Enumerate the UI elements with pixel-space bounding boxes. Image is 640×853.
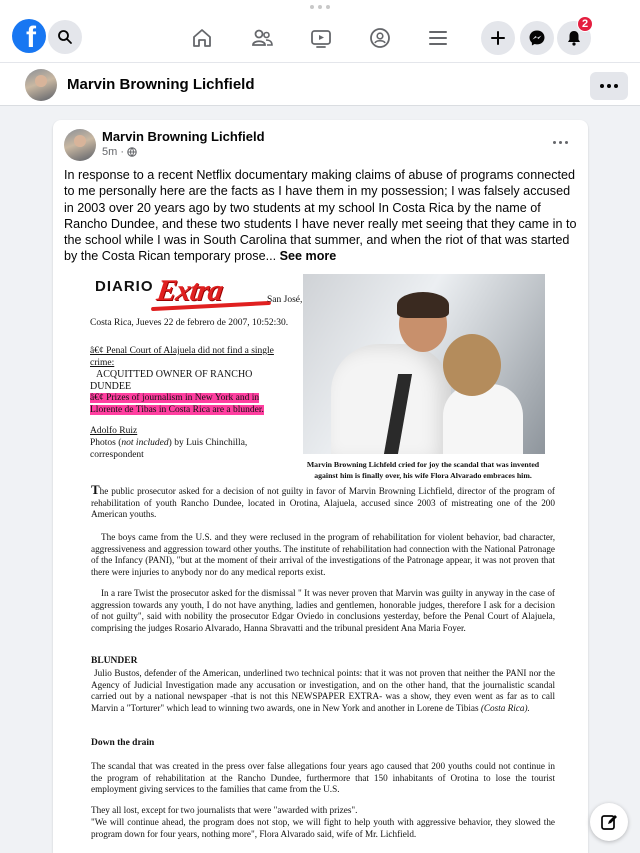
post-author-avatar[interactable] (64, 129, 96, 161)
article-paragraph-1 (91, 484, 555, 521)
paragraph-1-text: he public prosecutor asked for a decision of not guilty in favor of Marvin Browning Lichfield, director of the program of rehabilitation of youth Rancho Dundee, located in Orotina, Alajuela, accused since 2003 of mistreating one of the 200 American youths. (91, 486, 555, 520)
article-role: correspondent (90, 450, 144, 460)
profile-name[interactable]: Marvin Browning Lichfield (67, 76, 255, 93)
window-grabber[interactable] (310, 5, 330, 9)
article-image[interactable] (53, 266, 588, 853)
more-dots-icon (600, 84, 618, 88)
groups-icon (369, 27, 391, 49)
plus-icon (490, 30, 506, 46)
article-bullet-2 (90, 393, 290, 416)
article-dateline-date: Costa Rica, Jueves 22 de febrero de 2007, 10:52:30. (90, 318, 289, 328)
post-body: In response to a recent Netflix documentary making claims of abuse of programs connected to me personally here are the facts as I have them in my possession; I was falsely accused in 2003 over 20 years ago by two students at my school In Costa Rica by the name of Rancho Dundee, and these two students I have never really met seeing that they came in to the school while I was in South Carolina that summer, and when the riot of that was started by the Costa Rican temporary prose... (64, 168, 577, 264)
notification-badge: 2 (577, 16, 593, 32)
article-bullet-1: â€¢ Penal Court of Alajuela did not find a single crime: (90, 346, 274, 368)
avatar[interactable] (25, 69, 57, 101)
article-paragraph-6: They all lost, except for two journalists that were "awarded with prizes". (91, 805, 358, 815)
article-headline-1: ACQUITTED OWNER OF RANCHO (96, 369, 253, 380)
profile-more-button[interactable] (590, 72, 628, 100)
globe-icon (127, 147, 137, 157)
video-tab[interactable] (308, 25, 334, 51)
logo-letter: f (26, 21, 36, 53)
messenger-icon (528, 29, 546, 47)
post-text (64, 167, 579, 265)
article-photo (303, 274, 545, 454)
post-time[interactable]: 5m · (102, 146, 124, 158)
article-subhead-drain: Down the drain (91, 738, 155, 748)
article-paragraph-3: In a rare Twist the prosecutor asked for the dismissal " It was never proven that Marvin was guilty in anyway in the case of aggression towards any youth, I do not have anything, ladies and gentlemen, honorable judges, therefore I ask for a decision of not guilty", said with nobility the prosecutor Edgar Oviedo in conclusions yesterday, before the Penal Court of Alajuela, comprising the judges Rosario Alvarado, Hanna Sbravatti and the tribunal president Ana Maria Foyer. (91, 588, 555, 633)
article-paragraph-5: The scandal that was created in the press over false allegations four years ago caused that 200 youths could not continue in the program of rehabilitation at the Rancho Dundee, furthermore that 150 inhabitants of Orotina to lose the tourist employment giving services to the families that came from the U.S. (91, 761, 555, 795)
search-button[interactable] (48, 20, 82, 54)
compose-icon (600, 813, 618, 831)
profile-header-bar (0, 62, 640, 106)
article-paragraph-2: The boys came from the U.S. and they were reclused in the program of rehabilitation for violent behavior, bad character, aggressiveness and aggression toward other youths. The institute of rehabilitation had connection with the National Patronage of the Infancy (PANI), "but at the moment of their arrival of the investigations of the Patronage appear, it was not proven that there were injuries to anybody nor do any medical reports exist. (91, 532, 555, 577)
menu-tab[interactable] (425, 25, 451, 51)
article-photo-credit (90, 438, 300, 450)
post-options-icon (553, 141, 568, 144)
video-icon (310, 27, 332, 49)
post-author-name[interactable]: Marvin Browning Lichfield (102, 129, 265, 144)
photo-man-hair (397, 292, 449, 318)
drop-cap: T (91, 482, 100, 497)
photo-woman (443, 384, 523, 454)
credit-b: not included (121, 438, 169, 448)
see-more-link[interactable]: See more (279, 249, 337, 264)
top-navigation (0, 0, 640, 62)
home-icon (191, 27, 213, 49)
article-dateline-city: San José, (267, 295, 303, 305)
friends-tab[interactable] (249, 25, 275, 51)
paragraph-4-text: Julio Bustos, defender of the American, underlined two technical points: that it was not proven that neither the PANI nor the Agency of Judicial Investigation made any accusation or investigation, and on the other hand, that the journalistic scandal carried out by a national newspaper -that is not this NEWSPAPER EXTRA- was a show, they even went as far as to call Marvin a "Torturer" which lead to winning two awards, one in New York and another in Lorene de Tibias (91, 668, 555, 713)
friends-icon (251, 27, 273, 49)
bell-icon (565, 29, 583, 47)
credit-c: ) by Luis Chinchilla, (168, 438, 248, 448)
groups-tab[interactable] (367, 25, 393, 51)
highlighted-bullet: â€¢ Prizes of journalism in New York and in Llorente de Tibas in Costa Rica are a blunder. (90, 393, 264, 415)
search-icon (57, 29, 73, 45)
photo-woman-hair (443, 334, 501, 396)
facebook-logo-icon[interactable] (12, 19, 46, 53)
article-paragraph-7: "We will continue ahead, the program does not stop, we will fight to help youth with aggressive behavior, they slowed the program down for four years, nothing more", Flora Alvarado said, wife of Mr. Lichfield. (91, 817, 555, 839)
messenger-button[interactable] (520, 21, 554, 55)
credit-a: Photos ( (90, 438, 122, 448)
create-button[interactable] (481, 21, 515, 55)
compose-button[interactable] (590, 803, 628, 841)
photo-caption: Marvin Browning Lichfeld cried for joy the scandal that was invented against him is finally over, his wife Flora Alvarado embraces him. (306, 460, 540, 480)
masthead-extra: Extra (154, 274, 225, 307)
post-card (53, 120, 588, 853)
masthead-diario: DIARIO (95, 278, 154, 295)
home-tab[interactable] (189, 25, 215, 51)
paragraph-4-italic: (Costa Rica). (480, 702, 530, 713)
article-author: Adolfo Ruiz (90, 426, 138, 436)
menu-icon (427, 27, 449, 49)
article-headline-2: DUNDEE (90, 381, 132, 392)
article-subhead-blunder: BLUNDER (91, 656, 138, 666)
post-options-button[interactable] (553, 141, 568, 144)
article-paragraph-4 (91, 668, 555, 714)
post-meta (102, 146, 137, 158)
